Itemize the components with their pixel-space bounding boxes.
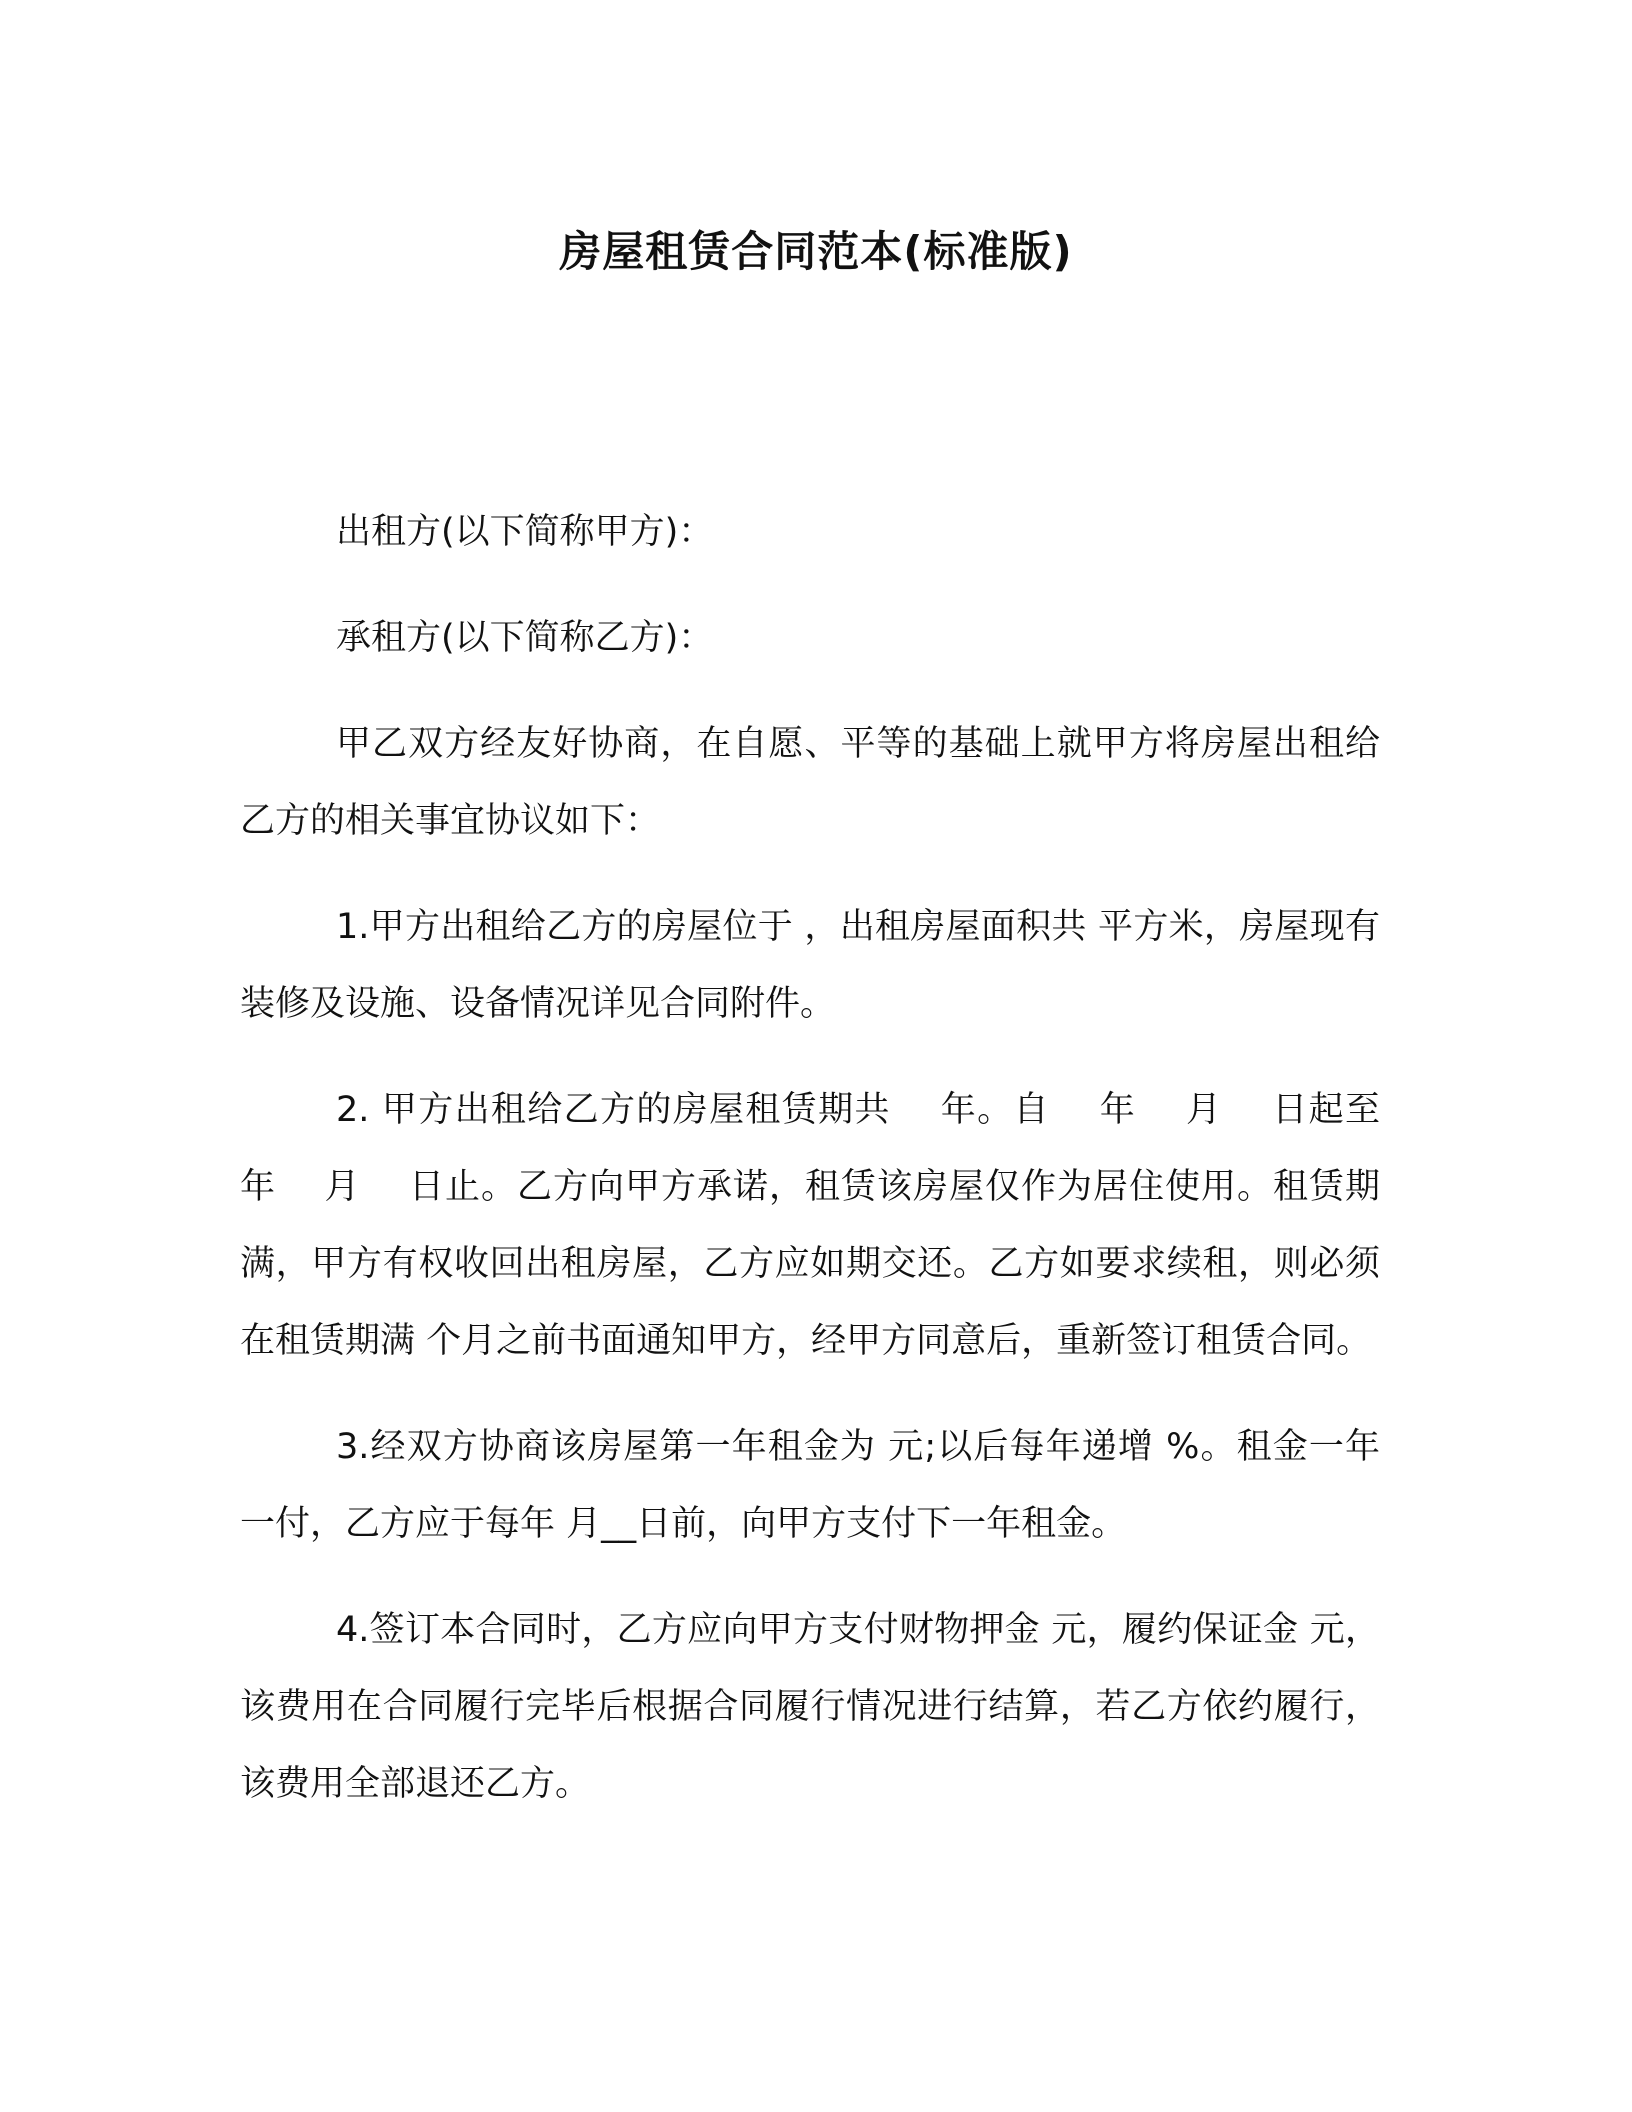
document-body: [240, 494, 1425, 1852]
document-title: 房屋租赁合同范本(标准版): [559, 227, 1073, 276]
clause-3-paragraph: 3.经双方协商该房屋第一年租金为 元;以后每年递增 %。租金一年一付，乙方应于每年 月__日前，向甲方支付下一年租金。: [240, 1427, 1380, 1544]
clause-2-paragraph: 2. 甲方出租给乙方的房屋租赁期共 年。自 年 月 日起至 年 月 日止。乙方向甲方承诺，租赁该房屋仅作为居住使用。租赁期满，甲方有权收回出租房屋，乙方应如期交还。乙方如要求续租，则必须在租赁期满 个月之前书面通知甲方，经甲方同意后，重新签订租赁合同。: [240, 1090, 1425, 1361]
preamble-paragraph: 甲乙双方经友好协商，在自愿、平等的基础上就甲方将房屋出租给乙方的相关事宜协议如下：: [240, 724, 1380, 841]
clause-4-paragraph: 4.签订本合同时，乙方应向甲方支付财物押金 元，履约保证金 元，该费用在合同履行完毕后根据合同履行情况进行结算，若乙方依约履行，该费用全部退还乙方。: [240, 1610, 1380, 1804]
lessee-line: 承租方(以下简称乙方)：: [336, 618, 714, 658]
clause-1-paragraph: 1.甲方出租给乙方的房屋位于 ，出租房屋面积共 平方米，房屋现有装修及设施、设备情况详见合同附件。: [240, 907, 1380, 1024]
lessor-line: 出租方(以下简称甲方)：: [336, 512, 714, 552]
